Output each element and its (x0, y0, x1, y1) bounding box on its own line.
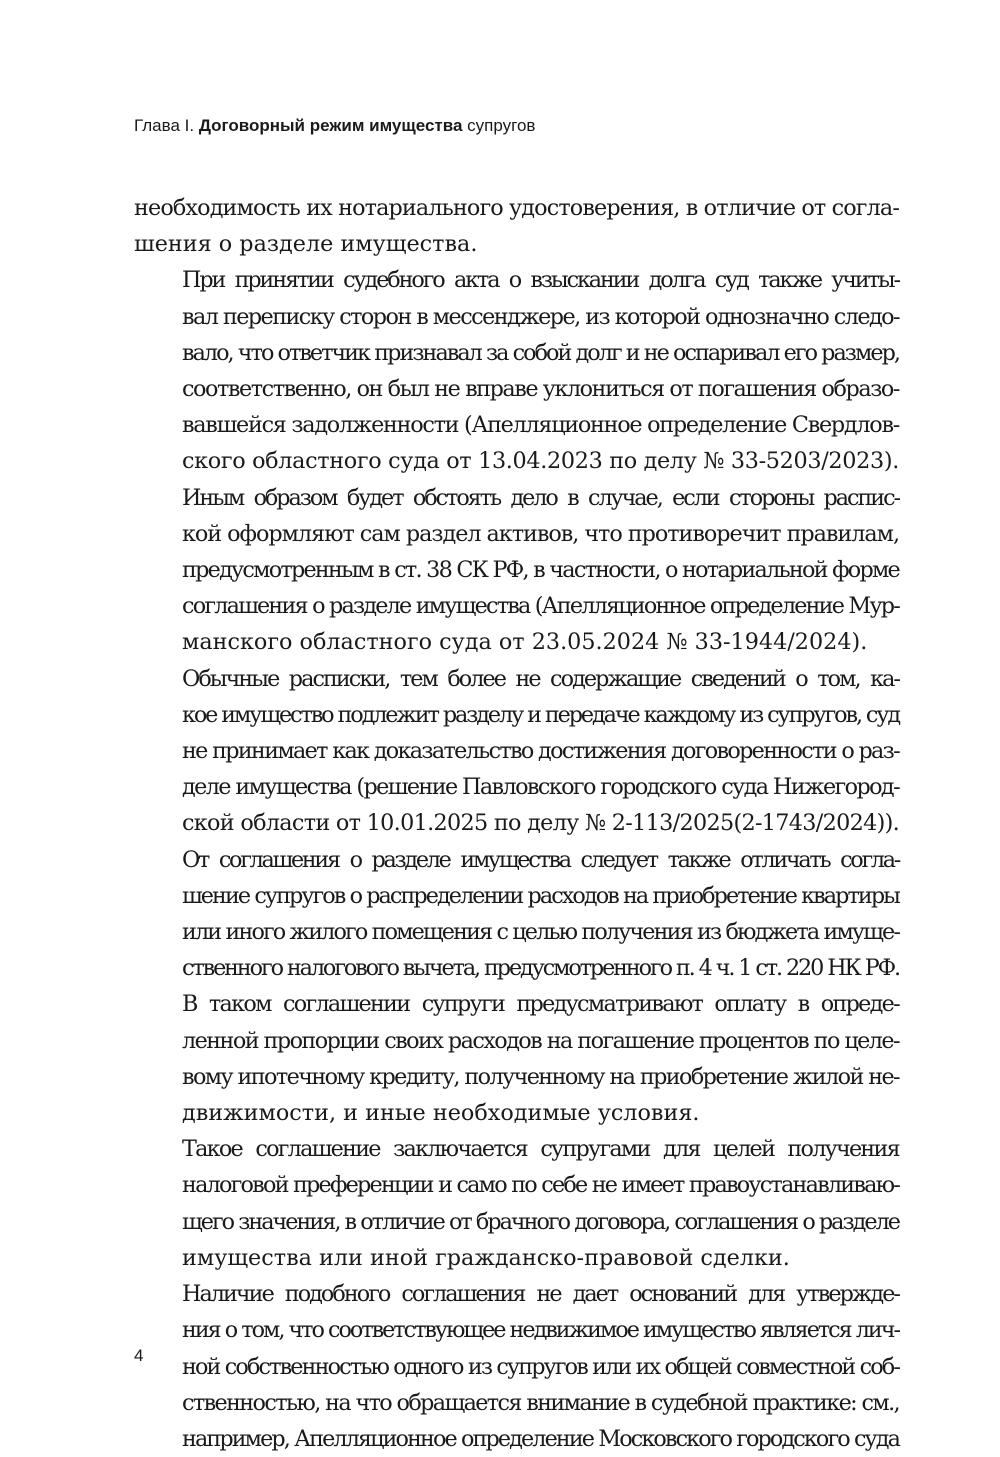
text-line: или иного жилого помещения с целью получения из бюджета имуще- (182, 919, 899, 946)
text-line: вому ипотечному кредиту, полученному на приобретение жилой не- (182, 1063, 899, 1090)
text-line: ленной пропорции своих расходов на погашение процентов по целе- (182, 1027, 899, 1054)
text-line: ственностью, на что обращается внимание в судебной практике: см., (182, 1389, 899, 1416)
text-line: предусмотренным в ст. 38 СК РФ, в частности, о нотариальной форме (182, 557, 899, 584)
paragraph (134, 842, 899, 987)
text-line: ской области от 10.01.2025 по делу № 2-113/2025(2-1743/2024)). (182, 810, 899, 837)
page-number: 4 (134, 1346, 144, 1365)
text-line: соответственно, он был не вправе уклониться от погашения образо- (182, 376, 899, 403)
text-line: В таком соглашении супруги предусматривают оплату в опреде- (182, 991, 899, 1018)
text-line: движимости, и иные необходимые условия. (182, 1100, 700, 1127)
text-line: ского областного суда от 13.04.2023 по делу № 33-5203/2023). (182, 448, 899, 475)
text-line: необходимость их нотариального удостоверения, в отличие от согла- (134, 195, 899, 221)
text-line: Наличие подобного соглашения не дает оснований для утвержде- (182, 1281, 899, 1308)
text-line: вало, что ответчик признавал за собой долг и не оспаривал его размер, (182, 339, 900, 366)
header-chapter-suffix: супругов (462, 116, 536, 135)
paragraph (134, 1276, 899, 1457)
header-chapter-title-bold: Договорный режим имущества (198, 116, 463, 135)
text-line: шение супругов о распределении расходов на приобретение квартиры (182, 882, 899, 909)
text-line: вал переписку сторон в мессенджере, из которой однозначно следо- (182, 303, 899, 330)
running-header (134, 116, 535, 136)
text-line: кое имущество подлежит разделу и передаче каждому из супругов, суд (182, 701, 899, 728)
text-line: щего значения, в отличие от брачного договора, соглашения о разделе (182, 1208, 899, 1235)
paragraph (134, 986, 899, 1131)
paragraph (134, 480, 899, 661)
text-line: не принимает как доказательство достижения договоренности о раз- (182, 738, 899, 765)
text-line: деле имущества (решение Павловского городского суда Нижегород- (182, 774, 899, 801)
text-line: Иным образом будет обстоять дело в случае, если стороны распис- (182, 484, 899, 511)
text-line: ния о том, что соответствующее недвижимое имущество является лич- (182, 1317, 899, 1344)
text-line: например, Апелляционное определение Московского городского суда (182, 1425, 899, 1452)
paragraph (134, 661, 899, 842)
text-line: ной собственностью одного из супругов или их общей совместной соб- (182, 1353, 899, 1380)
text-line: При принятии судебного акта о взыскании долга суд также учиты- (182, 267, 899, 294)
paragraph (134, 190, 899, 262)
text-line: манского областного суда от 23.05.2024 № 33-1944/2024). (182, 629, 868, 656)
body-text (134, 190, 899, 1457)
text-line: вавшейся задолженности (Апелляционное определение Свердлов- (182, 412, 899, 439)
paragraph (134, 1131, 899, 1276)
text-line: соглашения о разделе имущества (Апелляционное определение Мур- (182, 593, 899, 620)
text-line: кой оформляют сам раздел активов, что противоречит правилам, (182, 520, 899, 547)
text-line: шения о разделе имущества. (134, 231, 478, 258)
text-line: От соглашения о разделе имущества следует также отличать согла- (182, 846, 899, 873)
text-line: имущества или иной гражданско-правовой сделки. (182, 1244, 790, 1271)
paragraph (134, 262, 899, 479)
text-line: ственного налогового вычета, предусмотренного п. 4 ч. 1 ст. 220 НК РФ. (182, 955, 899, 982)
text-line: Обычные расписки, тем более не содержащие сведений о том, ка- (182, 665, 899, 692)
text-line: налоговой преференции и само по себе не имеет правоустанавливаю- (182, 1172, 899, 1199)
header-chapter-prefix: Глава I. (134, 116, 199, 135)
text-line: Такое соглашение заключается супругами для целей получения (182, 1136, 899, 1163)
